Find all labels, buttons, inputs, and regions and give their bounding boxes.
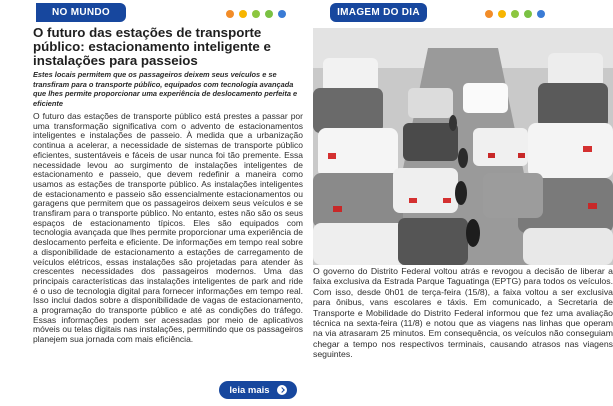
traffic-photo	[313, 28, 613, 265]
article-body: O futuro das estações de transporte público está prestes a passar por uma transformação significativa com o advento de estacionamentos inteligentes e instalações de passeio. À medida que a urbanização continua a acelerar, a necessidade de sistemas de transporte público eficientes, sustentáveis e fáceis de usar nunca foi tão premente. Essa necessidade levou ao surgimento de instalações inteligentes de estacionamento e passeio, que devem redefinir a maneira como usamos as estações de transporte público. As instalações inteligentes de estacionamento e passeio são essencialmente estacionamentos ou garagens que permitem que os passageiros deixem seus veículos e se transfiram para o transporte público. No entanto, estes não são os seus espaços de estacionamento típicos. Eles são equipados com tecnologia avançada que lhes permite proporcionar uma experiência de deslocamento perfeita e eficiente. De informações em tempo real sobre a disponibilidade de estacionamento a estações de carregamento de veículos elétricos, essas instalações são projetadas para atender às crescentes necessidades dos passageiros modernos. Uma das principais características das instalações inteligentes de park and ride é o uso de tecnologia digital para fornecer informações em tempo real. Isso inclui dados sobre a disponibilidade de vagas de estacionamento, a programação do transporte público e até as condições do tráfego. Essas informações podem ser acessadas por meio de aplicativos móveis ou telas digitais nas instalações, permitindo que os passageiros planejem sua jornada com mais eficiência.	[33, 111, 303, 345]
dot	[239, 10, 247, 18]
section-tab-imagem-do-dia: IMAGEM DO DIA	[330, 3, 427, 22]
image-of-day-column	[313, 0, 613, 406]
decorative-dots	[485, 10, 545, 18]
decorative-dots	[226, 10, 286, 18]
dot	[524, 10, 532, 18]
article-lede: Estes locais permitem que os passageiros deixem seus veículos e se transfiram para o transporte público, equipados com tecnologia avançada que lhes permite proporcionar uma experiência de deslocamento perfeita e eficiente	[33, 70, 298, 108]
arrow-right-icon	[277, 385, 287, 395]
dot	[485, 10, 493, 18]
read-more-label: leia mais	[229, 384, 270, 396]
dot	[265, 10, 273, 18]
article-headline: O futuro das estações de transporte público: estacionamento inteligente e instalações para passeios	[33, 25, 271, 68]
dot	[252, 10, 260, 18]
traffic-jam-image	[313, 28, 613, 265]
news-column	[0, 0, 306, 406]
photo-caption: O governo do Distrito Federal voltou atrás e revogou a decisão de liberar a faixa exclusiva da Estrada Parque Taguatinga (EPTG) para todos os veículos. Com isso, desde 0h01 de terça-feira (15/8), a faixa voltou a ser exclusiva para ônibus, vans escolares e táxis. Em comunicado, a Secretaria de Transporte e Mobilidade do Distrito Federal informou que fez uma avaliação técnica na sexta-feira (11/8) e notou que as viagens nas linhas que operam na via atrasaram 25 minutos. Em consequência, os veículos não conseguiam chegar a tempo nos respectivos terminais, causando atrasos nas viagens seguintes.	[313, 266, 613, 360]
section-tab-no-mundo: NO MUNDO	[36, 3, 126, 22]
dot	[226, 10, 234, 18]
dot	[278, 10, 286, 18]
dot	[511, 10, 519, 18]
dot	[498, 10, 506, 18]
read-more-button[interactable]	[219, 381, 297, 399]
dot	[537, 10, 545, 18]
